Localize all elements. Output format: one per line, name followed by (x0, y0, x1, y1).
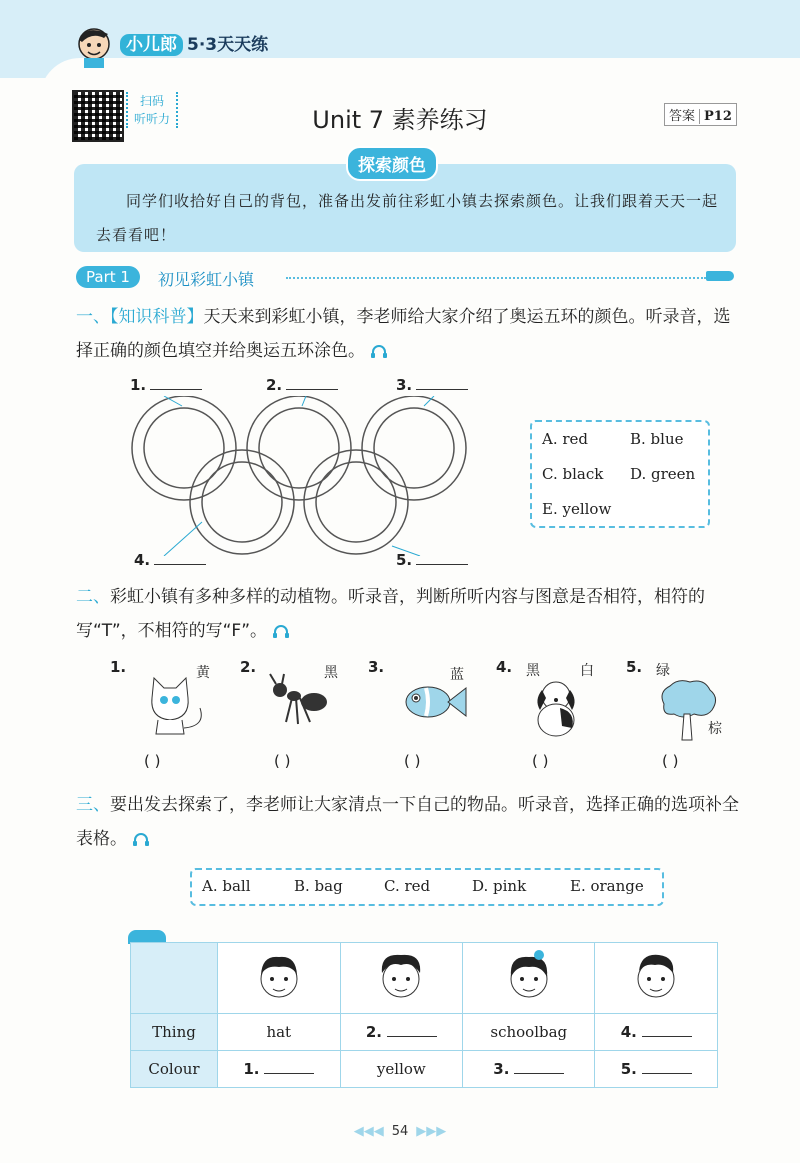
answer-paren[interactable]: ( ) (662, 752, 679, 770)
boy-face-icon (631, 947, 681, 1005)
color-label: 黑 (526, 663, 540, 679)
face-cell (340, 943, 463, 1014)
table-row (131, 1051, 718, 1088)
answer-paren[interactable]: ( ) (404, 752, 421, 770)
answer-paren[interactable]: ( ) (144, 752, 161, 770)
page-title: Unit 7 素养练习 (312, 106, 488, 134)
color-label: 白 (580, 663, 594, 679)
ring-1 (132, 396, 236, 500)
colour-blank-5[interactable]: 5. (595, 1051, 718, 1088)
q3-number: 三、 (76, 795, 110, 815)
option[interactable]: D. pink (472, 877, 527, 895)
header-cell-empty (131, 943, 218, 1014)
ring-3 (362, 396, 466, 500)
part-label: Part 1 (76, 266, 140, 288)
thing-blank-2[interactable]: 2. (340, 1014, 463, 1051)
q2-number: 二、 (76, 587, 110, 607)
ring-blank-2[interactable]: 2. (266, 376, 338, 394)
cat-icon (140, 668, 210, 738)
item-number: 4. (496, 658, 513, 676)
row-label: Colour (131, 1051, 218, 1088)
boy-face-icon (254, 947, 304, 1005)
option[interactable]: E. yellow (542, 500, 612, 518)
colour-blank-3[interactable]: 3. (463, 1051, 595, 1088)
item-number: 1. (110, 658, 127, 676)
olympic-rings[interactable] (124, 396, 474, 556)
color-label: 绿 (656, 663, 670, 679)
thing-blank-4[interactable]: 4. (595, 1014, 718, 1051)
q2-text: 彩虹小镇有多种多样的动植物。听录音，判断所听内容与图意是否相符，相符的写“T”，不相符的写“F”。 (76, 587, 705, 641)
intro-text: 同学们收拾好自己的背包，准备出发前往彩虹小镇去探索颜色。让我们跟着天天一起去看看吧！ (96, 192, 719, 244)
ant-icon (266, 672, 336, 732)
intro-tag: 探索颜色 (346, 146, 438, 181)
face-cell (218, 943, 341, 1014)
table-row (131, 943, 718, 1014)
dog-icon (530, 676, 590, 746)
q1-text: 天天来到彩虹小镇，李老师给大家介绍了奥运五环的颜色。听录音，选择正确的颜色填空并给奥运五环涂色。 (76, 307, 731, 361)
q1-tag: 【知识科普】 (110, 307, 204, 327)
option[interactable]: A. ball (202, 877, 251, 895)
option[interactable]: B. blue (630, 430, 684, 448)
q3-text: 要出发去探索了，李老师让大家清点一下自己的物品。听录音，选择正确的选项补全表格。 (76, 795, 739, 849)
thing-cell: schoolbag (463, 1014, 595, 1051)
brand-book: 5·3天天练 (187, 35, 269, 55)
option[interactable]: A. red (542, 430, 589, 448)
color-label: 黄 (196, 665, 210, 681)
ring-blank-1[interactable]: 1. (130, 376, 202, 394)
mascot-icon (74, 24, 116, 68)
question-1 (76, 300, 740, 368)
part-title: 初见彩虹小镇 (158, 270, 255, 289)
answer-paren[interactable]: ( ) (274, 752, 291, 770)
table-row (131, 1014, 718, 1051)
things-table (130, 942, 718, 1088)
ring-blank-4[interactable]: 4. (134, 551, 206, 569)
fish-icon (400, 680, 470, 724)
q3-options (190, 868, 664, 906)
option[interactable]: C. red (384, 877, 431, 895)
girl-face-icon (501, 947, 557, 1005)
colour-cell: yellow (340, 1051, 463, 1088)
face-cell (463, 943, 595, 1014)
page-number: ◀◀◀ 54 ▶▶▶ (353, 1124, 447, 1139)
option[interactable]: C. black (542, 465, 604, 483)
thing-cell: hat (218, 1014, 341, 1051)
part-divider (286, 277, 706, 279)
answer-ref: 答案 P12 (664, 103, 737, 126)
color-label: 黑 (324, 665, 338, 681)
item-number: 3. (368, 658, 385, 676)
colour-blank-1[interactable]: 1. (218, 1051, 341, 1088)
headphones-icon[interactable] (370, 343, 388, 359)
scan-listen-label: 扫码 听听力 (126, 92, 178, 128)
q1-number: 一、 (76, 307, 110, 327)
item-number: 2. (240, 658, 257, 676)
brand (120, 30, 268, 55)
option[interactable]: B. bag (294, 877, 343, 895)
tree-icon (656, 678, 722, 742)
brand-series: 小儿郎 (120, 34, 183, 56)
option[interactable]: E. orange (570, 877, 644, 895)
ring-5 (304, 450, 408, 554)
headphones-icon[interactable] (132, 831, 150, 847)
color-label: 蓝 (450, 667, 464, 683)
option[interactable]: D. green (630, 465, 696, 483)
color-label: 棕 (708, 721, 722, 737)
row-label: Thing (131, 1014, 218, 1051)
item-number: 5. (626, 658, 643, 676)
headphones-icon[interactable] (272, 623, 290, 639)
q1-options (530, 420, 710, 528)
ring-2 (247, 396, 351, 500)
question-2 (76, 580, 740, 648)
boy-face-icon (376, 947, 426, 1005)
face-cell (595, 943, 718, 1014)
answer-paren[interactable]: ( ) (532, 752, 549, 770)
ring-4 (190, 450, 294, 554)
question-3 (76, 788, 740, 856)
ring-blank-5[interactable]: 5. (396, 551, 468, 569)
pencil-icon (706, 271, 734, 281)
ring-blank-3[interactable]: 3. (396, 376, 468, 394)
